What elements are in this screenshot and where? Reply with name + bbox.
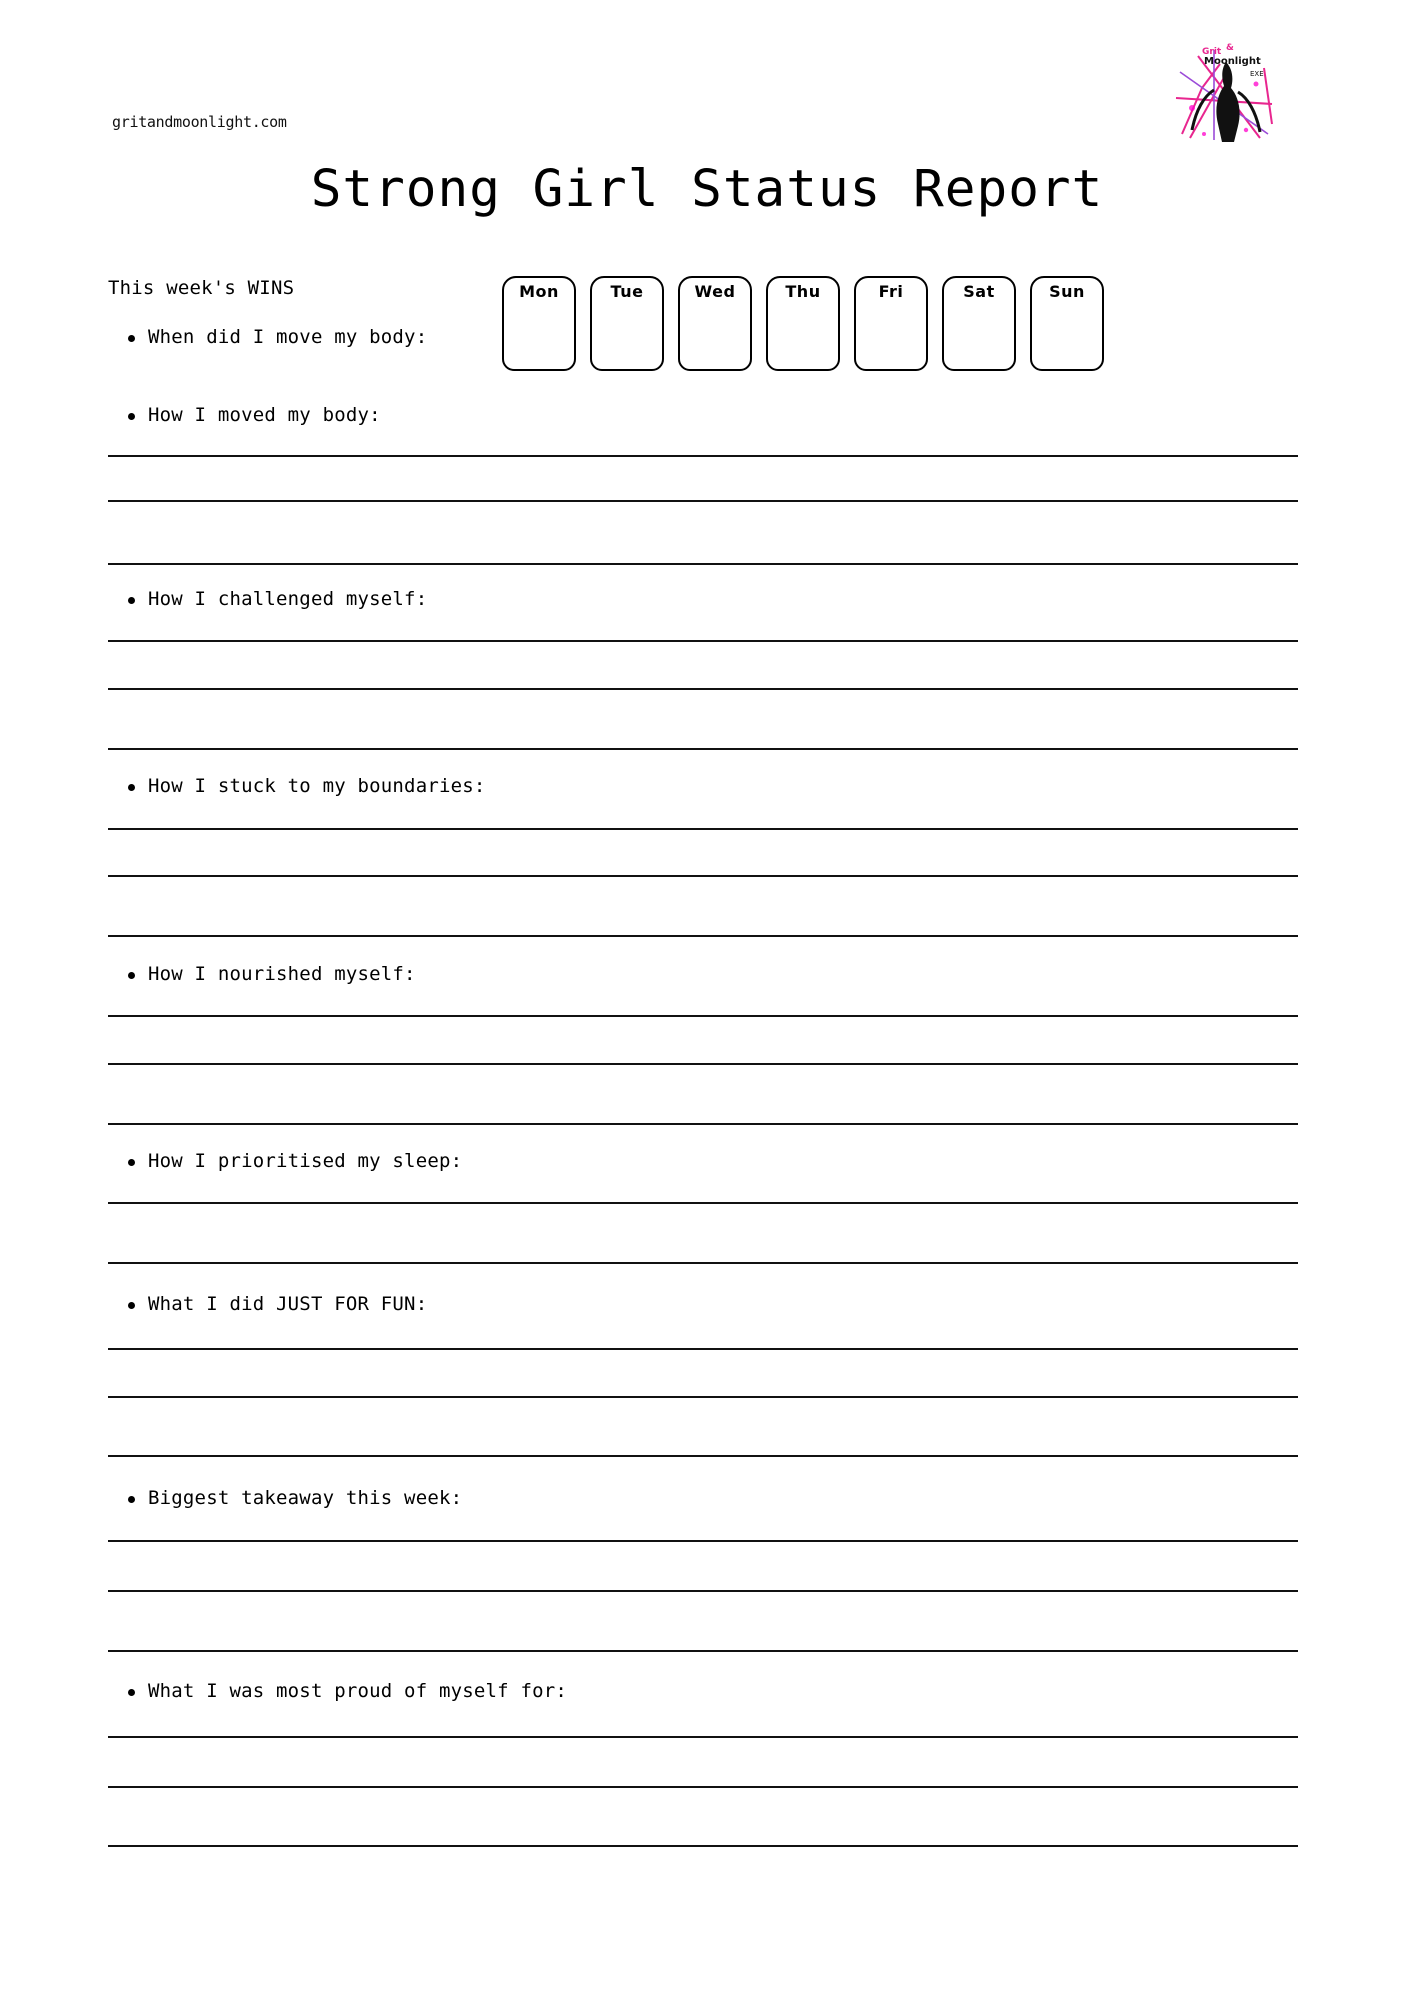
- write-in-line[interactable]: [108, 1063, 1298, 1065]
- write-in-line[interactable]: [108, 1202, 1298, 1204]
- weekday-label: Fri: [878, 282, 904, 301]
- svg-text:&: &: [1226, 43, 1234, 53]
- list-bullet-icon: [128, 1689, 135, 1696]
- list-bullet-icon: [128, 784, 135, 791]
- write-in-line[interactable]: [108, 1736, 1298, 1738]
- write-in-line[interactable]: [108, 1123, 1298, 1125]
- svg-text:Moonlight: Moonlight: [1204, 56, 1261, 67]
- weekday-label: Sun: [1049, 282, 1085, 301]
- write-in-line[interactable]: [108, 1650, 1298, 1652]
- prompt-label: When did I move my body:: [148, 326, 428, 348]
- weekday-label: Thu: [785, 282, 821, 301]
- weekday-label: Mon: [519, 282, 559, 301]
- write-in-line[interactable]: [108, 1262, 1298, 1264]
- write-in-line[interactable]: [108, 935, 1298, 937]
- list-bullet-icon: [128, 1496, 135, 1503]
- weekday-label: Wed: [694, 282, 736, 301]
- write-in-line[interactable]: [108, 748, 1298, 750]
- prompt-label: How I stuck to my boundaries:: [148, 775, 486, 797]
- list-bullet-icon: [128, 1159, 135, 1166]
- write-in-line[interactable]: [108, 563, 1298, 565]
- brand-logo-icon: [1168, 38, 1285, 153]
- write-in-line[interactable]: [108, 500, 1298, 502]
- weekday-checkbox-sun[interactable]: [1030, 276, 1104, 371]
- weekday-checkbox-wed[interactable]: [678, 276, 752, 371]
- weekday-checkbox-tue[interactable]: [590, 276, 664, 371]
- write-in-line[interactable]: [108, 1455, 1298, 1457]
- prompt-label: How I moved my body:: [148, 404, 381, 426]
- weekday-checkbox-fri[interactable]: [854, 276, 928, 371]
- site-url: gritandmoonlight.com: [112, 113, 287, 131]
- list-bullet-icon: [128, 335, 135, 342]
- write-in-line[interactable]: [108, 455, 1298, 457]
- write-in-line[interactable]: [108, 1396, 1298, 1398]
- write-in-line[interactable]: [108, 1845, 1298, 1847]
- weekday-label: Sat: [963, 282, 995, 301]
- write-in-line[interactable]: [108, 688, 1298, 690]
- weekday-checkbox-thu[interactable]: [766, 276, 840, 371]
- write-in-line[interactable]: [108, 1348, 1298, 1350]
- write-in-line[interactable]: [108, 1590, 1298, 1592]
- write-in-line[interactable]: [108, 875, 1298, 877]
- prompt-label: What I was most proud of myself for:: [148, 1680, 568, 1702]
- write-in-line[interactable]: [108, 1786, 1298, 1788]
- prompt-label: How I challenged myself:: [148, 588, 428, 610]
- list-bullet-icon: [128, 1302, 135, 1309]
- svg-text:EXE: EXE: [1250, 70, 1264, 78]
- prompt-label: Biggest takeaway this week:: [148, 1487, 463, 1509]
- write-in-line[interactable]: [108, 1015, 1298, 1017]
- prompt-label: How I prioritised my sleep:: [148, 1150, 463, 1172]
- list-bullet-icon: [128, 972, 135, 979]
- write-in-line[interactable]: [108, 828, 1298, 830]
- weekday-checkbox-sat[interactable]: [942, 276, 1016, 371]
- prompt-label: What I did JUST FOR FUN:: [148, 1293, 428, 1315]
- list-bullet-icon: [128, 413, 135, 420]
- list-bullet-icon: [128, 597, 135, 604]
- prompt-label: How I nourished myself:: [148, 963, 416, 985]
- page-title: Strong Girl Status Report: [310, 160, 1104, 219]
- svg-text:Grit: Grit: [1202, 47, 1222, 57]
- write-in-line[interactable]: [108, 1540, 1298, 1542]
- weekday-checkbox-row: [502, 268, 1112, 378]
- write-in-line[interactable]: [108, 640, 1298, 642]
- wins-heading: This week's WINS: [108, 277, 295, 299]
- weekday-label: Tue: [610, 282, 644, 301]
- weekday-checkbox-mon[interactable]: [502, 276, 576, 371]
